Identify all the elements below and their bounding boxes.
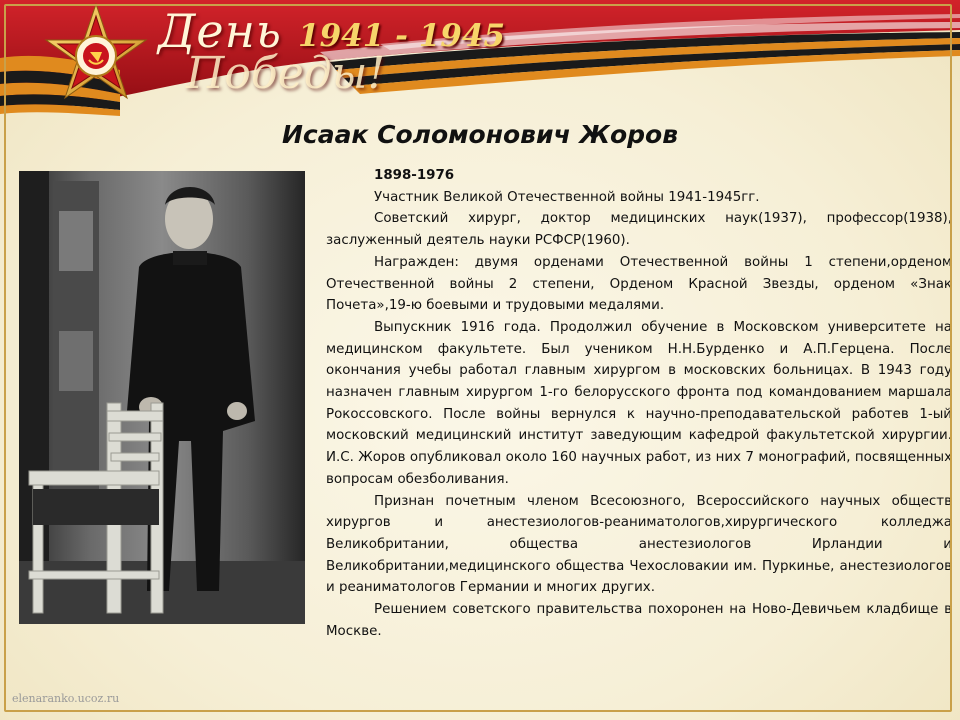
bio-paragraph: Решением советского правительства похоронен на Ново-Девичьем кладбище в Москве.: [326, 602, 952, 639]
bio-paragraph: Участник Великой Отечественной войны 1941-1945гг.: [374, 189, 760, 205]
banner-years: 1941 - 1945: [298, 18, 506, 54]
banner-title-line1: День: [158, 4, 282, 58]
portrait-image: [19, 171, 305, 624]
banner-title-line2: Победы!: [186, 48, 386, 99]
watermark: elenaranko.ucoz.ru: [12, 692, 120, 705]
bio-paragraph: Награжден: двумя орденами Отечественной войны 1 степени,орденом Отечественной войны 2 степени, Орденом Красной Звезды, орденом «Знак Почета»,19-ю боевыми и трудовыми медалями.: [326, 254, 952, 314]
portrait-photo: [19, 171, 305, 624]
person-name: Исаак Соломонович Жоров: [281, 120, 679, 149]
bio-paragraph: Выпускник 1916 года. Продолжил обучение в Московском университете на медицинском факультете. Был учеником Н.Н.Бурденко и А.П.Герцена. После окончания учебы работал главным хирургом в московских больницах. В 1943 году назначен главным хирургом 1-го белорусского фронта под командованием маршала Рокоссовского. После войны вернулся к научно-преподавательской работев 1-ый московский медицинский институт заведующим кафедрой факультетской хирургии. И.С. Жоров опубликовал около 160 научных работ, из них 7 монографий, посвященных вопросам обезболивания.: [326, 319, 952, 487]
biography-text: [326, 165, 952, 642]
header-banner: [0, 0, 960, 118]
bio-paragraph: Признан почетным членом Всесоюзного, Всероссийского научных обществ хирургов и анестезиологов-реаниматологов,хирургического колледжа Великобритании, общества анестезиологов Ирландии и Великобритании,медицинского общества Чехословакии им. Пуркинье, анестезиологов и реаниматологов Германии и многих других.: [326, 493, 952, 596]
life-years: 1898-1976: [374, 168, 455, 183]
bio-paragraph: Советский хирург, доктор медицинских наук(1937), профессор(1938), заслуженный деятель науки РСФСР(1960).: [326, 211, 952, 249]
